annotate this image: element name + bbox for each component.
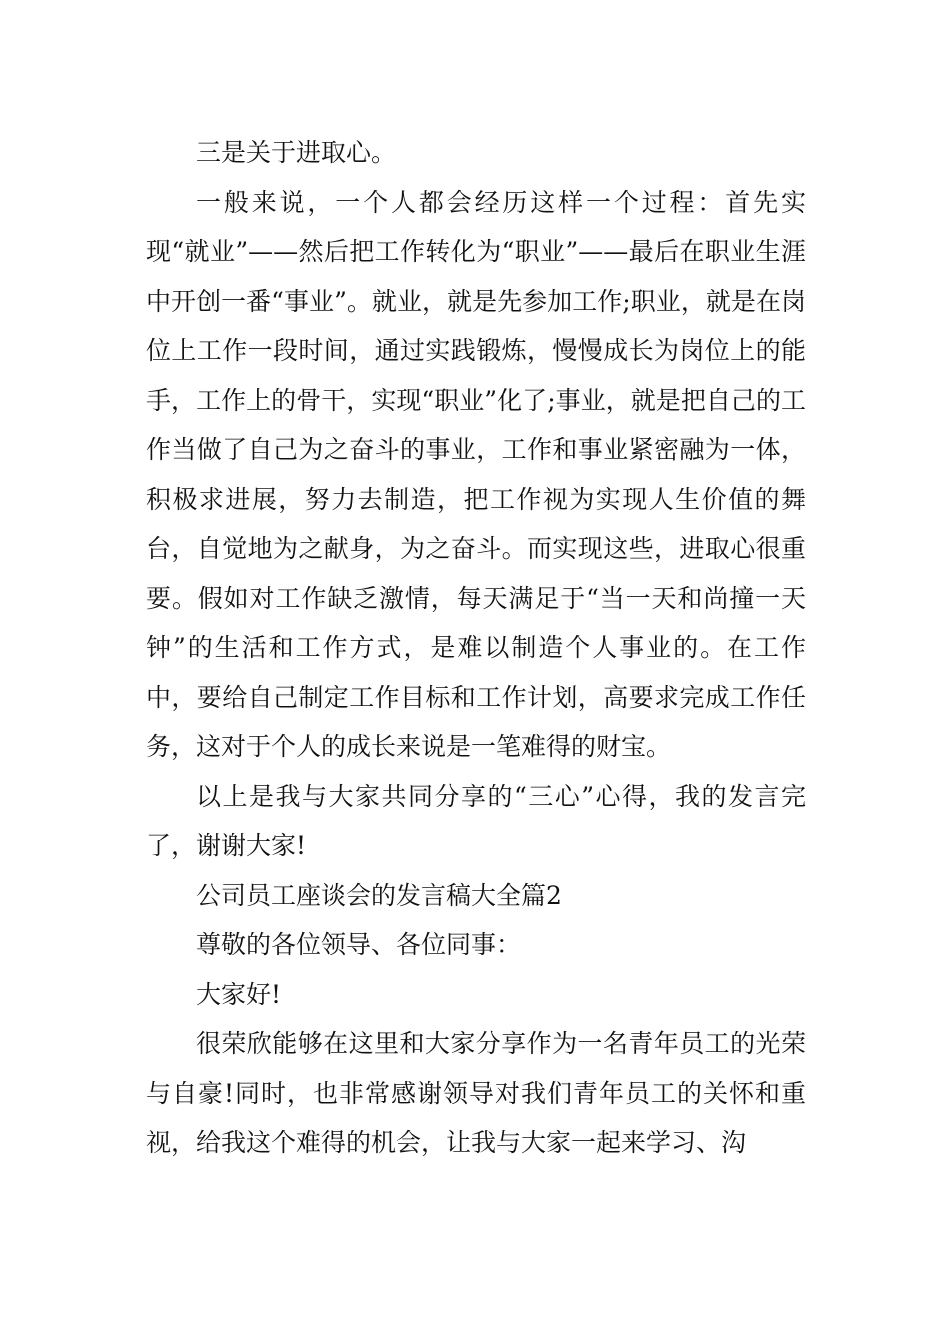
- greeting: 大家好!: [196, 979, 282, 1009]
- paragraph-opening: 很荣欣能够在这里和大家分享作为一名青年员工的光荣与自豪!同时，也非常感谢领导对我们青年员工的关怀和重视，给我这个难得的机会，让我与大家一起来学习、沟: [146, 1029, 806, 1157]
- salutation: 尊敬的各位领导、各位同事：: [196, 930, 522, 959]
- paragraph-section-three-heading: 三是关于进取心。: [196, 138, 397, 167]
- section-title: 公司员工座谈会的发言稿大全篇2: [196, 880, 562, 910]
- paragraph-closing: 以上是我与大家共同分享的“三心”心得，我的发言完了，谢谢大家!: [146, 781, 806, 860]
- document-body: [146, 128, 806, 1168]
- paragraph-ambition: 一般来说，一个人都会经历这样一个过程：首先实现“就业”——然后把工作转化为“职业”——最后在职业生涯中开创一番“事业”。就业，就是先参加工作;职业，就是在岗位上工作一段时间，通过实践锻炼，慢慢成长为岗位上的能手，工作上的骨干，实现“职业”化了;事业，就是把自己的工作当做了自己为之奋斗的事业，工作和事业紧密融为一体，积极求进展，努力去制造，把工作视为实现人生价值的舞台，自觉地为之献身，为之奋斗。而实现这些，进取心很重要。假如对工作缺乏激情，每天满足于“当一天和尚撞一天钟”的生活和工作方式，是难以制造个人事业的。在工作中，要给自己制定工作目标和工作计划，高要求完成工作任务，这对于个人的成长来说是一笔难得的财宝。: [146, 187, 806, 761]
